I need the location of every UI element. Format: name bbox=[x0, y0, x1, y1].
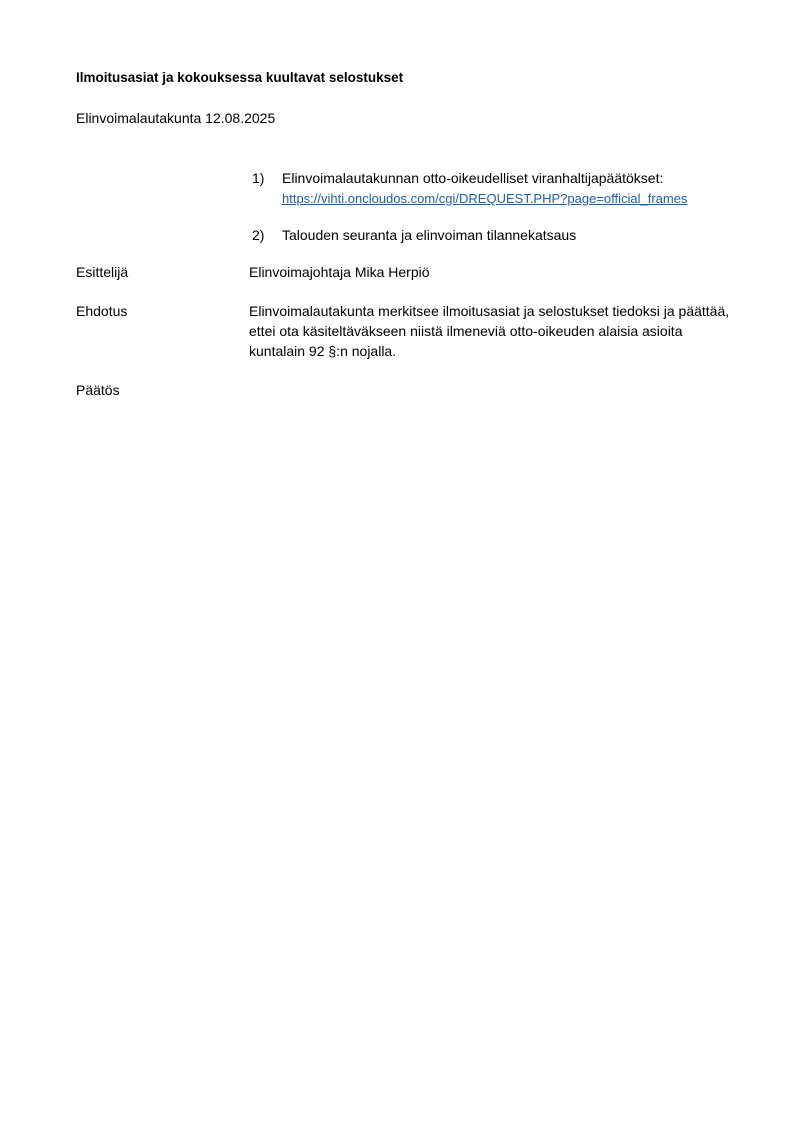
list-item-text: Talouden seuranta ja elinvoiman tilannekatsaus bbox=[282, 227, 577, 243]
list-item-text: Elinvoimalautakunnan otto-oikeudelliset viranhaltijapäätökset: bbox=[282, 170, 664, 186]
committee-date: Elinvoimalautakunta 12.08.2025 bbox=[76, 110, 276, 126]
document-heading: Ilmoitusasiat ja kokouksessa kuultavat selostukset bbox=[76, 70, 404, 85]
presenter-row bbox=[76, 262, 736, 282]
list-item-number: 2) bbox=[252, 227, 265, 243]
proposal-label: Ehdotus bbox=[76, 303, 128, 319]
item-list bbox=[252, 168, 732, 261]
decision-label: Päätös bbox=[76, 382, 120, 398]
decision-value bbox=[249, 380, 736, 400]
list-item bbox=[252, 168, 732, 209]
list-item bbox=[252, 225, 732, 245]
proposal-value: Elinvoimalautakunta merkitsee ilmoitusasiat ja selostukset tiedoksi ja päättää, ettei ota käsiteltäväkseen niistä ilmeneviä otto-oikeuden alaisia asioita kuntalain 92 §:n nojalla. bbox=[249, 303, 730, 359]
list-item-number: 1) bbox=[252, 170, 265, 186]
presenter-value: Elinvoimajohtaja Mika Herpiö bbox=[249, 264, 430, 280]
decisions-link[interactable]: https://vihti.oncloudos.com/cgi/DREQUEST.PHP?page=official_frames bbox=[282, 191, 688, 206]
proposal-row bbox=[76, 301, 736, 361]
presenter-label: Esittelijä bbox=[76, 264, 129, 280]
decision-row bbox=[76, 380, 736, 400]
